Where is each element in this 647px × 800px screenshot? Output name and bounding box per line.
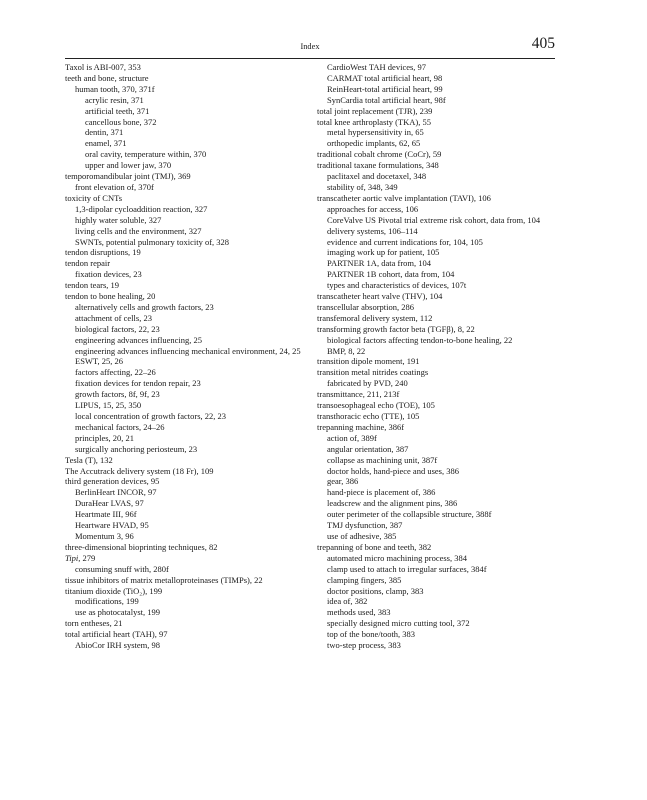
index-subentry: imaging work up for patient, 105 (327, 247, 440, 258)
index-subentry: methods used, 383 (327, 607, 391, 618)
index-entry: tendon to bone healing, 20 (65, 291, 156, 302)
index-subentry: CARMAT total artificial heart, 98 (327, 72, 443, 83)
index-subentry: biological factors, 22, 23 (75, 323, 160, 334)
index-entry: temporomandibular joint (TMJ), 369 (65, 171, 191, 182)
index-subentry: consuming snuff with, 280f (75, 563, 169, 574)
index-subentry: fixation devices for tendon repair, 23 (75, 378, 201, 389)
index-entry: toxicity of CNTs (65, 192, 123, 203)
index-subentry: cancellous bone, 372 (85, 116, 157, 127)
index-subentry: AbioCor IRH system, 98 (75, 640, 160, 651)
index-subentry: oral cavity, temperature within, 370 (85, 149, 207, 160)
index-entry: transfemoral delivery system, 112 (317, 312, 433, 323)
index-subentry: use of adhesive, 385 (327, 530, 397, 541)
index-subentry: PARTNER 1A, data from, 104 (327, 258, 432, 269)
index-subentry: gear, 386 (327, 476, 359, 487)
index-entry: transforming growth factor beta (TGFβ), 8, 22 (317, 323, 475, 334)
index-subentry: artificial teeth, 371 (85, 105, 150, 116)
index-subentry: doctor positions, clamp, 383 (327, 585, 424, 596)
index-subentry: collapse as machining unit, 387f (327, 454, 438, 465)
index-entry: total knee arthroplasty (TKA), 55 (317, 116, 432, 127)
index-subentry: engineering advances influencing, 25 (75, 334, 202, 345)
index-subentry: BMP, 8, 22 (327, 345, 366, 356)
index-entry: transcellular absorption, 286 (317, 301, 415, 312)
index-subentry: Momentum 3, 96 (75, 530, 134, 541)
index-subentry: upper and lower jaw, 370 (85, 160, 172, 171)
index-entry: teeth and bone, structure (65, 72, 149, 83)
index-entry: transmittance, 211, 213f (317, 389, 400, 400)
index-entry: total artificial heart (TAH), 97 (65, 629, 168, 640)
index-subentry: stability of, 348, 349 (327, 181, 398, 192)
index-subentry: fabricated by PVD, 240 (327, 378, 408, 389)
index-subentry: use as photocatalyst, 199 (75, 607, 160, 618)
index-subentry: CardioWest TAH devices, 97 (327, 62, 427, 72)
index-subentry: outer perimeter of the collapsible structure, 388f (327, 509, 492, 520)
index-subentry: approaches for access, 106 (327, 203, 419, 214)
index-subentry: human tooth, 370, 371f (75, 83, 155, 94)
index-entry: titanium dioxide (TiO₂), 199 (65, 585, 163, 596)
index-entry: transoesophageal echo (TOE), 105 (317, 400, 435, 411)
index-subentry: mechanical factors, 24–26 (75, 421, 165, 432)
index-subentry: idea of, 382 (327, 596, 368, 607)
index-subentry: 1,3-dipolar cycloaddition reaction, 327 (75, 203, 208, 214)
index-entry: transcatheter aortic valve implantation (TAVI), 106 (317, 192, 491, 203)
index-subentry: specially designed micro cutting tool, 372 (327, 618, 470, 629)
index-subentry: living cells and the environment, 327 (75, 225, 202, 236)
index-subentry: angular orientation, 387 (327, 443, 409, 454)
index-entry: transition dipole moment, 191 (317, 356, 420, 367)
index-subentry: fixation devices, 23 (75, 269, 142, 280)
header-title: Index (300, 42, 320, 51)
index-subentry: factors affecting, 22–26 (75, 367, 156, 378)
index-subentry: hand-piece is placement of, 386 (327, 487, 436, 498)
index-entry: Tesla (T), 132 (65, 454, 113, 465)
index-column-left (65, 62, 303, 651)
index-entry: tissue inhibitors of matrix metalloproteinases (TIMPs), 22 (65, 574, 263, 585)
index-subentry: growth factors, 8f, 9f, 23 (75, 389, 160, 400)
index-subentry: dentin, 371 (85, 127, 124, 138)
index-subentry: enamel, 371 (85, 138, 127, 149)
index-subentry: PARTNER 1B cohort, data from, 104 (327, 269, 455, 280)
index-subentry: acrylic resin, 371 (85, 94, 144, 105)
index-subentry: clamp used to attach to irregular surfaces, 384f (327, 563, 487, 574)
index-subentry: Heartmate III, 96f (75, 509, 137, 520)
index-subentry: ReinHeart-total artificial heart, 99 (327, 83, 443, 94)
index-subentry: Heartware HVAD, 95 (75, 520, 149, 531)
index-entry: trepanning of bone and teeth, 382 (317, 541, 432, 552)
index-entry: tendon repair (65, 258, 111, 269)
index-entry: three-dimensional bioprinting techniques, 82 (65, 541, 218, 552)
index-subentry: TMJ dysfunction, 387 (327, 520, 403, 531)
index-subentry: evidence and current indications for, 104, 105 (327, 236, 483, 247)
running-header (65, 36, 555, 59)
index-entry: transition metal nitrides coatings (317, 367, 429, 378)
index-subentry: modifications, 199 (75, 596, 139, 607)
index-subentry: orthopedic implants, 62, 65 (327, 138, 421, 149)
index-column-right (317, 62, 559, 651)
index-subentry: SWNTs, potential pulmonary toxicity of, 328 (75, 236, 230, 247)
index-subentry: attachment of cells, 23 (75, 312, 152, 323)
index-entry: The Accutrack delivery system (18 Fr), 109 (65, 465, 214, 476)
index-subentry: automated micro machining process, 384 (327, 552, 467, 563)
index-subentry: doctor holds, hand-piece and uses, 386 (327, 465, 459, 476)
index-subentry: surgically anchoring periosteum, 23 (75, 443, 198, 454)
index-subentry: front elevation of, 370f (75, 181, 154, 192)
index-entry: Tipi, 279 (65, 552, 96, 563)
index-entry: tendon disruptions, 19 (65, 247, 141, 258)
index-entry: transthoracic echo (TTE), 105 (317, 411, 420, 421)
index-subentry: LIPUS, 15, 25, 350 (75, 400, 142, 411)
index-subentry: action of, 389f (327, 432, 377, 443)
index-entry: traditional cobalt chrome (CoCr), 59 (317, 149, 442, 160)
index-subentry: principles, 20, 21 (75, 432, 135, 443)
index-subentry: engineering advances influencing mechanical environment, 24, 25 (75, 345, 301, 356)
index-subentry: local concentration of growth factors, 22, 23 (75, 411, 227, 421)
index-subentry: metal hypersensitivity in, 65 (327, 127, 424, 138)
index-entry: transcatheter heart valve (THV), 104 (317, 291, 443, 302)
index-entry: Taxol is ABI-007, 353 (65, 62, 141, 72)
index-entry: total joint replacement (TJR), 239 (317, 105, 433, 116)
index-entry: traditional taxane formulations, 348 (317, 160, 439, 171)
index-subentry: two-step process, 383 (327, 640, 401, 651)
index-entry: torn entheses, 21 (65, 618, 123, 629)
index-subentry: paclitaxel and docetaxel, 348 (327, 171, 427, 182)
index-subentry: top of the bone/tooth, 383 (327, 629, 416, 640)
index-subentry: delivery systems, 106–114 (327, 225, 418, 236)
index-entry: tendon tears, 19 (65, 280, 120, 291)
index-subentry: leadscrew and the alignment pins, 386 (327, 498, 458, 509)
index-subentry: types and characteristics of devices, 107t (327, 280, 467, 291)
index-subentry: biological factors affecting tendon-to-bone healing, 22 (327, 334, 513, 345)
index-entry: third generation devices, 95 (65, 476, 160, 487)
index-subentry: CoreValve US Pivotal trial extreme risk cohort, data from, 104 (327, 214, 541, 225)
index-entry: trepanning machine, 386f (317, 421, 405, 432)
page-number: 405 (531, 35, 555, 52)
index-subentry: clamping fingers, 385 (327, 574, 402, 585)
index-subentry: BerlinHeart INCOR, 97 (75, 487, 157, 498)
index-subentry: SynCardia total artificial heart, 98f (327, 94, 446, 105)
index-subentry: DuraHear LVAS, 97 (75, 498, 144, 509)
index-subentry: highly water soluble, 327 (75, 214, 162, 225)
index-subentry: alternatively cells and growth factors, 23 (75, 301, 214, 312)
index-subentry: ESWT, 25, 26 (75, 356, 124, 367)
